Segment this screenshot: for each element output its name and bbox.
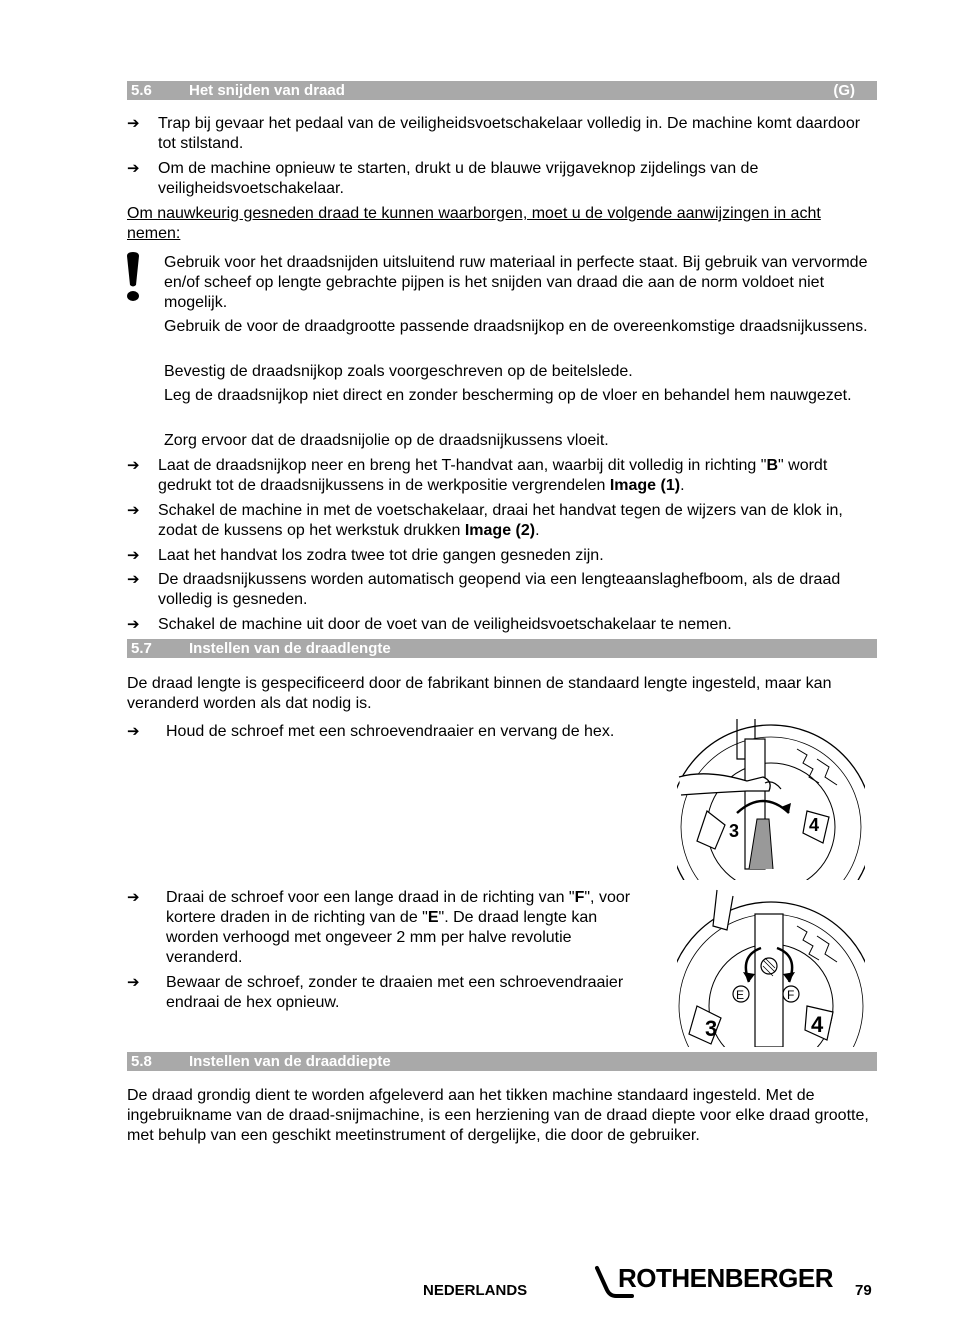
warning-exclamation-icon: [125, 252, 141, 302]
svg-text:3: 3: [705, 1016, 718, 1041]
arrow-icon: ➔: [127, 457, 140, 474]
arrow-icon: ➔: [127, 547, 140, 564]
list-item: ➔ Om de machine opnieuw te starten, drukt u de blauwe vrijgaveknop zijdelings van de veiligheidsvoetschakelaar.: [127, 160, 759, 197]
section-number: 5.6: [131, 82, 152, 99]
section-title: Het snijden van draad: [189, 82, 345, 99]
section-title: Instellen van de draaddiepte: [189, 1053, 391, 1070]
list-item: ➔ Houd de schroef met een schroevendraaier en vervang de hex.: [127, 723, 615, 740]
list-item: ➔ Laat de draadsnijkop neer en breng het T-handvat aan, waarbij dit volledig in richting "B" wordt gedrukt tot de draadsnijkussens in de werkpositie vergrendelen Image (1).: [127, 457, 828, 494]
arrow-icon: ➔: [127, 115, 140, 132]
note-item: Gebruik de voor de draadgrootte passende draadsnijkop en de overeenkomstige draadsnijkussens.: [164, 318, 868, 335]
svg-text:E: E: [736, 988, 745, 1002]
list-item: ➔ Schakel de machine uit door de voet van de veiligheidsvoetschakelaar te nemen.: [127, 616, 732, 633]
footer-language: NEDERLANDS: [423, 1282, 528, 1299]
svg-text:3: 3: [729, 821, 740, 841]
list-item: ➔ Draai de schroef voor een lange draad in de richting van "F", voor kortere draden in de richting van de "E". De draad lengte kan worden verhoogd met ongeveer 2 mm per halve revolutie veranderd.: [127, 889, 631, 966]
list-item: ➔ Trap bij gevaar het pedaal van de veiligheidsvoetschakelaar volledig in. De machine komt daardoor tot stilstand.: [127, 115, 861, 152]
svg-text:4: 4: [811, 1012, 824, 1037]
list-item: ➔ Bewaar de schroef, zonder te draaien met een schroevendraaier endraai de hex opnieuw.: [127, 974, 624, 1011]
arrow-icon: ➔: [127, 160, 140, 177]
note-item: Gebruik voor het draadsnijden uitsluitend ruw materiaal in perfecte staat. Bij gebruik van vervormde en/of scheef op lengte gebrachte pijpen is het snijden van draad die aan de norm voldoet niet mogelijk.: [164, 254, 868, 311]
list-item: ➔ De draadsnijkussens worden automatisch geopend via een lengteaanslaghefboom, als de draad volledig is gesneden.: [127, 571, 841, 608]
section-header-5-8: [127, 1052, 877, 1071]
arrow-icon: ➔: [127, 502, 140, 519]
arrow-icon: ➔: [127, 889, 140, 906]
arrow-icon: ➔: [127, 723, 140, 740]
underlined-instruction: Om nauwkeurig gesneden draad te kunnen waarborgen, moet u de volgende aanwijzingen in acht nemen:: [127, 205, 821, 242]
paragraph: De draad grondig dient te worden afgeleverd aan het tikken machine standaard ingesteld. Met de ingebruikname van de draad-snijmachine, is een herziening van de draad diepte voor elke draad grootte, met behulp van een geschikt meetinstrument of dergelijke, die door de gebruiker.: [127, 1087, 869, 1144]
section-title: Instellen van de draadlengte: [189, 640, 391, 657]
brand-logo: [594, 1262, 834, 1298]
list-item: ➔ Laat het handvat los zodra twee tot drie gangen gesneden zijn.: [127, 547, 604, 564]
section-header-5-6: [127, 81, 877, 100]
svg-text:F: F: [787, 988, 795, 1002]
note-item: Zorg ervoor dat de draadsnijolie op de draadsnijkussens vloeit.: [164, 432, 609, 449]
section-tag: (G): [833, 82, 855, 99]
page-number: 79: [855, 1282, 872, 1299]
arrow-icon: ➔: [127, 974, 140, 991]
arrow-icon: ➔: [127, 616, 140, 633]
arrow-icon: ➔: [127, 571, 140, 588]
section-header-5-7: [127, 639, 877, 658]
section-number: 5.8: [131, 1053, 152, 1070]
wrench-adjustment-illustration: [677, 719, 865, 880]
section-number: 5.7: [131, 640, 152, 657]
note-item: Leg de draadsnijkop niet direct en zonder bescherming op de vloer en behandel hem nauwgezet.: [164, 387, 852, 404]
paragraph: De draad lengte is gespecificeerd door de fabrikant binnen de standaard lengte ingesteld, maar kan veranderd worden als dat nodig is.: [127, 675, 832, 712]
svg-text:4: 4: [809, 815, 820, 835]
brand-name: ROTHENBERGER: [618, 1263, 834, 1293]
note-item: Bevestig de draadsnijkop zoals voorgeschreven op de beitelslede.: [164, 363, 633, 380]
list-item: ➔ Schakel de machine in met de voetschakelaar, draai het handvat tegen de wijzers van de klok in, zodat de kussens op het werkstuk drukken Image (2).: [127, 502, 843, 539]
screw-direction-illustration: [677, 886, 865, 1047]
